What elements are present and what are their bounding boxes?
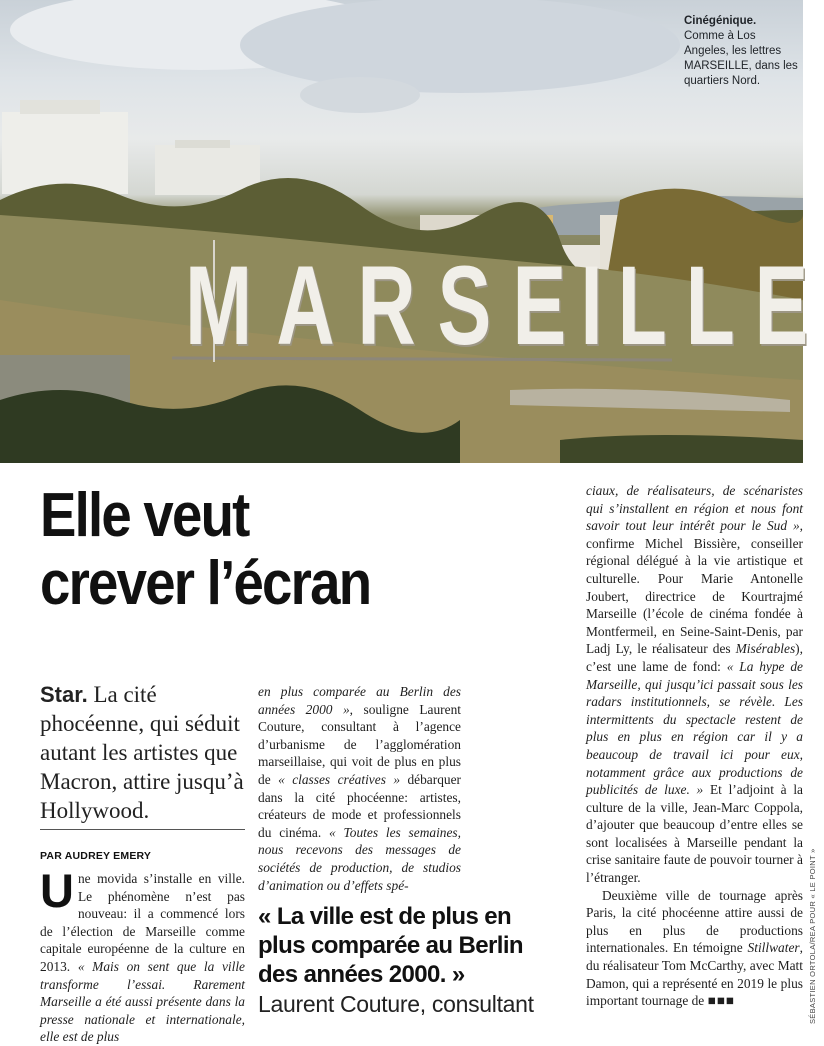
body-text: ne movida s’installe en ville. Le phénomène n’est pas nouveau: il a commencé lors de l’élection de Marseille comme capitale européenne de la culture en 2013. <box>40 871 245 974</box>
headline-line-2: crever l’écran <box>40 549 371 618</box>
pull-quote <box>258 902 558 1018</box>
sign-letter: E <box>512 243 567 368</box>
body-text: , du réalisateur Tom McCarthy, avec Matt Damon, qui a représenté en 2019 le plus important tournage de <box>586 940 803 1009</box>
photo-credit: SÉBASTIEN ORTOLA/REA POUR « LE POINT » <box>808 848 817 1024</box>
body-column-2 <box>258 683 461 894</box>
sign-letter: R <box>357 243 416 368</box>
sign-letter: A <box>276 243 335 368</box>
paragraph <box>40 864 245 1046</box>
hero-photo <box>0 0 809 463</box>
foreground-bushes <box>560 435 803 463</box>
building <box>20 100 100 114</box>
body-text: Deuxième ville de tournage après Paris, la cité phocéenne attire aussi de plus en plus de productions internationales. En témoigne <box>586 887 803 956</box>
pull-quote-text: « La ville est de plus en plus comparée au Berlin des années 2000. » <box>258 903 523 988</box>
caption-text: Comme à Los Angeles, les lettres MARSEILLE, dans les quartiers Nord. <box>684 30 798 87</box>
sign-letter: E <box>754 243 809 368</box>
paragraph <box>586 887 803 1010</box>
quote-text: « classes créatives » <box>278 771 401 787</box>
quote-text: « La hype de Marseille, qui jusqu’ici passait sous les radars institutionnels, se révèle. Les intermittents du spectacle restent de plus en plus en région car il y a beaucoup de travail ici pour eux, notamment grâce aux productions de publicités de luxe. » <box>586 658 803 798</box>
sign-letter: L <box>685 243 735 368</box>
body-text: , souligne Laurent Couture, consultant à l’agence d’urbanisme de l’agglomération marseillaise, qui voit de plus en plus de <box>258 701 462 787</box>
quote-text: ciaux, de réalisateurs, de scénaristes qui s’installent en région et nous font savoir tout leur intérêt pour le Sud » <box>586 483 803 534</box>
continued-mark: ■■■ <box>707 993 735 1009</box>
caption-title: Cinégénique. <box>684 15 757 27</box>
cloud <box>240 0 680 93</box>
divider <box>40 829 245 830</box>
building <box>2 112 128 194</box>
building <box>175 140 230 148</box>
body-column-3 <box>586 482 803 1010</box>
headline-line-1: Elle veut <box>40 481 249 550</box>
pull-quote-author: Laurent Couture, consultant <box>258 991 534 1017</box>
marseille-sign <box>172 232 809 368</box>
article-headline <box>40 482 498 618</box>
body-column-1 <box>40 864 245 1046</box>
body-text: , confirme Michel Bissière, conseiller régional délégué à la vie artistique et culturelle. Pour Marie Antonelle Joubert, directrice de Kourtrajmé Marseille (l’école de cinéma fondée à Montfermeil, en Seine-Saint-Denis, par Ladj Ly, le réalisateur des <box>586 518 803 657</box>
sign-letter: M <box>185 243 253 368</box>
standfirst <box>40 680 245 825</box>
film-title: Misérables <box>735 641 796 657</box>
paragraph <box>258 683 461 894</box>
quote-text: « Mais on sent que la ville transforme l’essai. Rarement Marseille a été aussi présente dans la presse nationale et internationale, elle est de plus <box>40 958 245 1045</box>
film-title: Stillwater <box>747 940 800 956</box>
sign-letter: I <box>580 243 604 368</box>
standfirst-text: La cité phocéenne, qui séduit autant les artistes que Macron, attire jusqu’à Hollywood. <box>40 682 244 823</box>
drop-cap: U <box>40 864 74 917</box>
body-text: ), c’est une lame de fond: <box>586 641 803 674</box>
cloud <box>300 77 420 113</box>
sign-letter: S <box>437 243 492 368</box>
kicker: Star. <box>40 682 88 707</box>
quote-text: « Toutes les semaines, nous recevons des messages de sociétés de production, de studios d’animation ou d’effets spé- <box>258 824 461 893</box>
paragraph <box>586 482 803 887</box>
body-text: débarquer dans la cité phocéenne: artistes, créateurs de mode et professionnels du cinéma. <box>258 771 461 840</box>
photo-caption <box>684 14 800 89</box>
building <box>155 145 260 195</box>
sign-letter: L <box>617 243 667 368</box>
byline: PAR AUDREY EMERY <box>40 850 152 862</box>
body-text: Et l’adjoint à la culture de la ville, Jean-Marc Coppola, d’ajouter que beaucoup d’entre elles se sont localisées à Marseille pendant la crise sanitaire faute de pouvoir tourner à l’étranger. <box>586 782 803 886</box>
quote-text: en plus comparée au Berlin des années 2000 » <box>258 684 461 717</box>
